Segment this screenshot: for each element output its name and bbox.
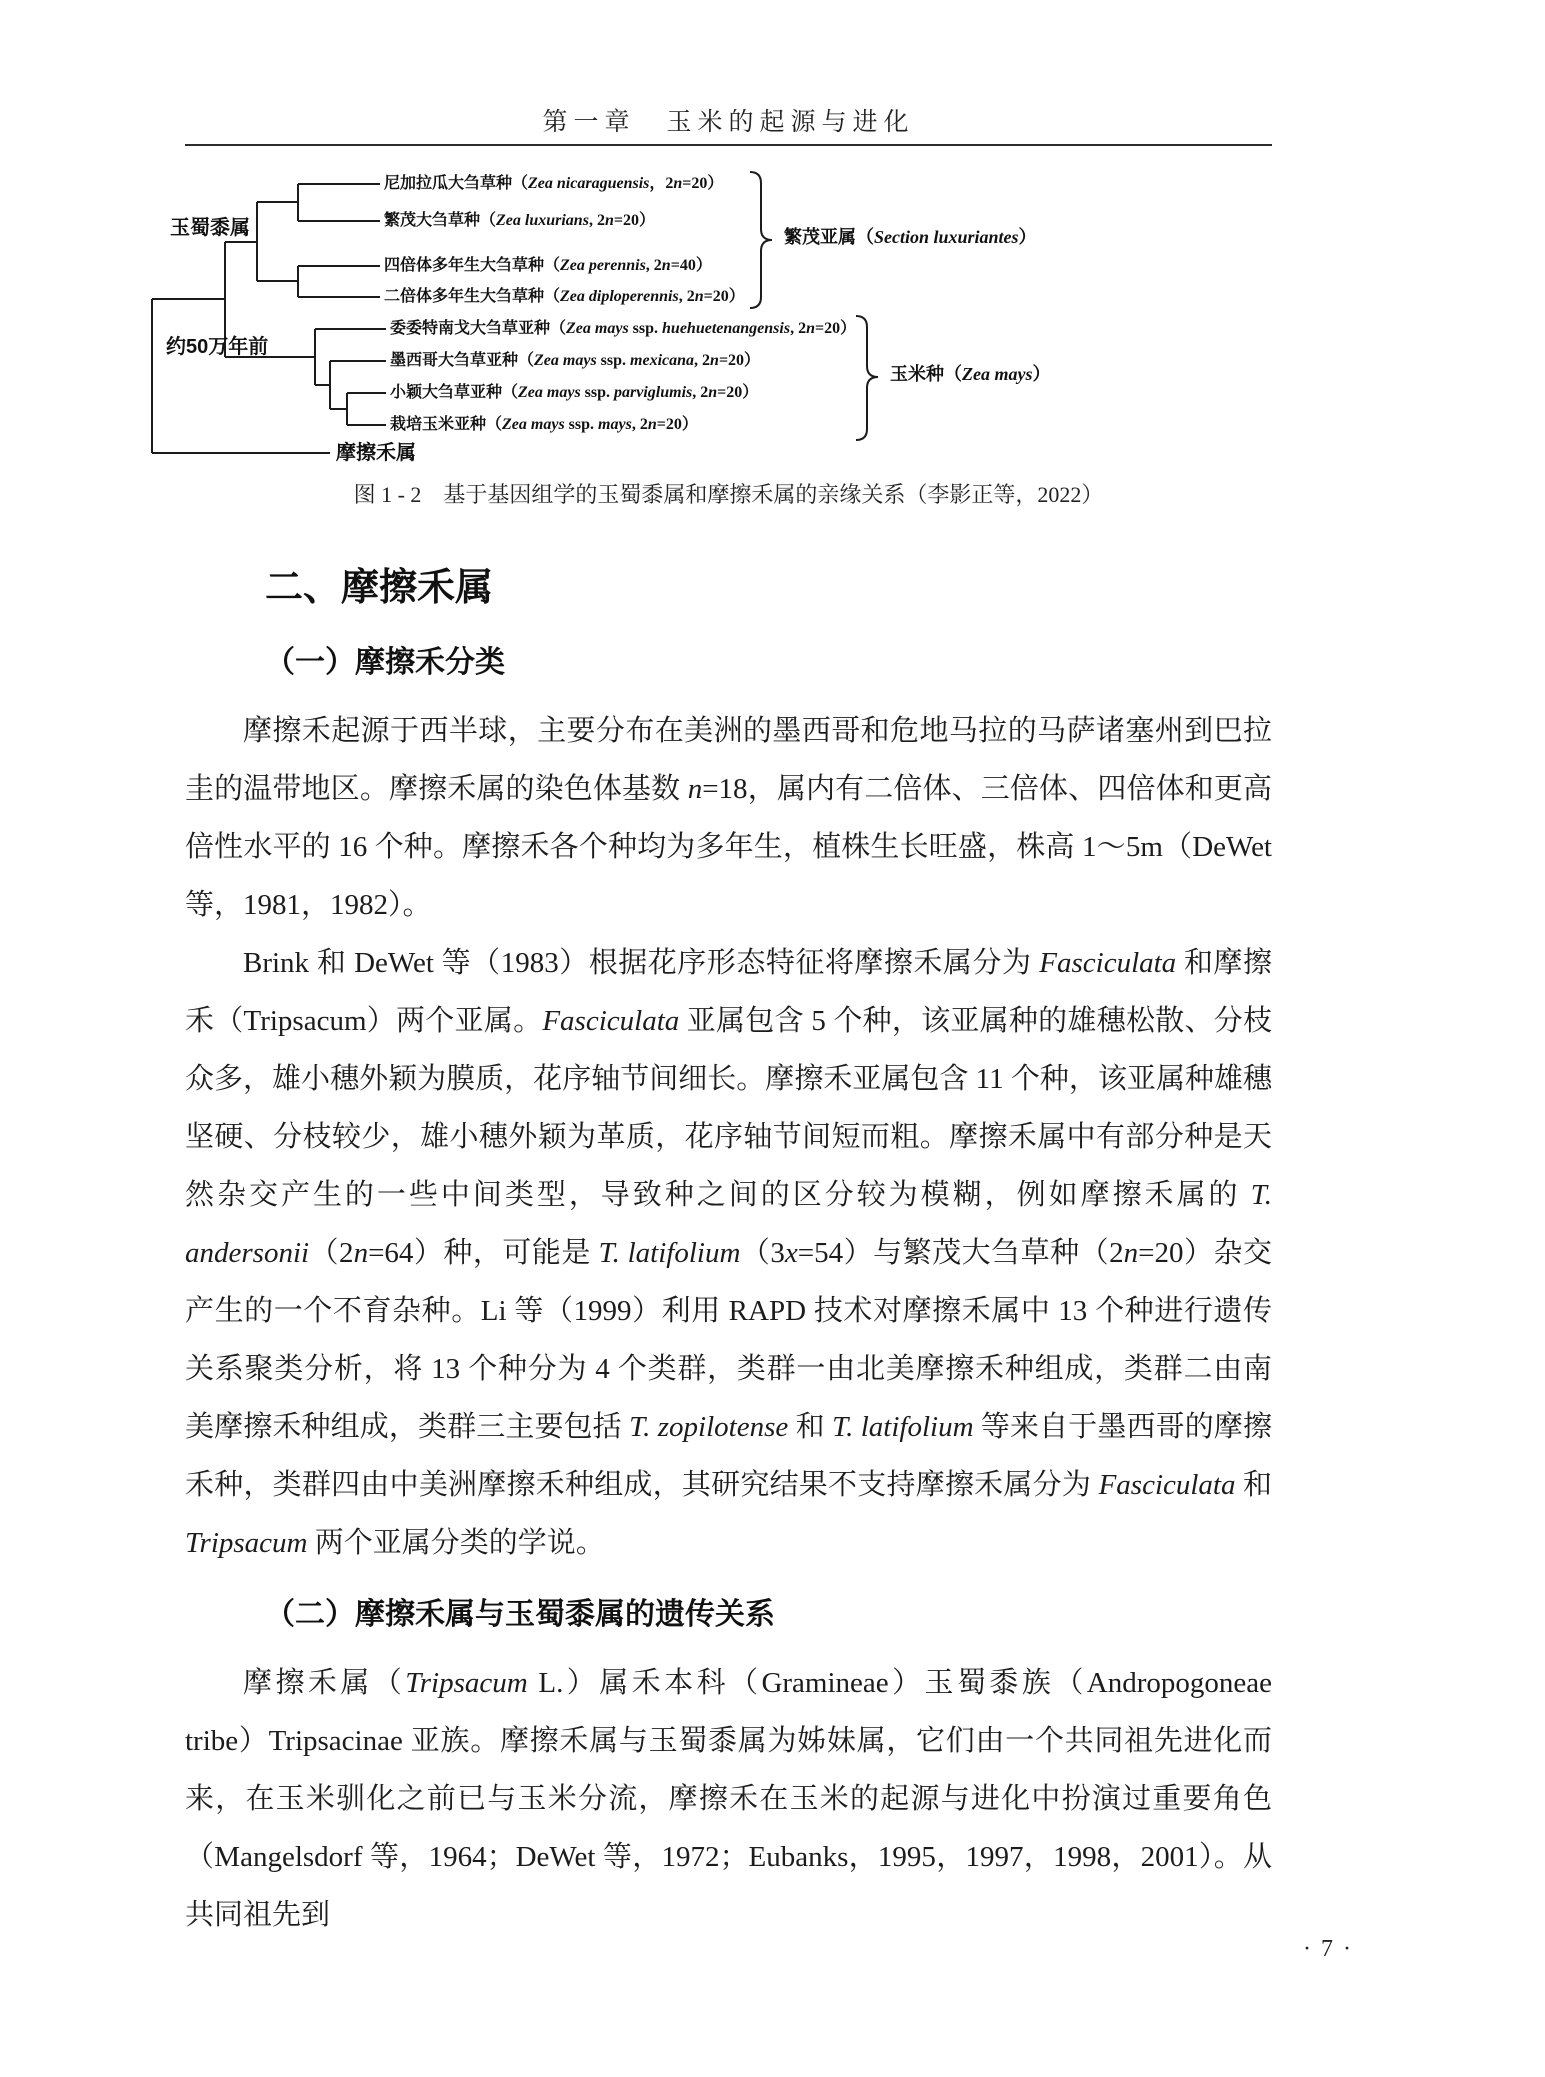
tree-taxon-label: 繁茂大刍草种（Zea luxurians, 2n=20） xyxy=(384,212,655,229)
tree-taxon-label: 二倍体多年生大刍草种（Zea diploperennis, 2n=20） xyxy=(384,288,745,305)
tree-taxon-label: 四倍体多年生大刍草种（Zea perennis, 2n=40） xyxy=(384,257,712,274)
brace-zea-mays xyxy=(856,316,878,440)
paragraph-tripsacum-intro: 摩擦禾起源于西半球，主要分布在美洲的墨西哥和危地马拉的马萨诸塞州到巴拉圭的温带地区。摩擦禾属的染色体基数 n=18，属内有二倍体、三倍体、四倍体和更高倍性水平的 16 个种。摩擦禾各个种均为多年生，植株生长旺盛，株高 1～5m（DeWet 等，1981，1982）。 xyxy=(185,715,1272,921)
species-zea-mays-label: 玉米种（Zea mays） xyxy=(890,364,1051,384)
divergence-time-label: 约50万年前 xyxy=(166,336,269,358)
tree-taxon-label: 尼加拉瓜大刍草种（Zea nicaraguensis，2n=20） xyxy=(384,175,724,192)
brace-luxuriantes xyxy=(750,172,772,308)
subsection-heading-1: （一）摩擦禾分类 xyxy=(265,646,505,679)
genus-tripsacum-label: 摩擦禾属 xyxy=(336,442,416,464)
paragraph-genetic-relation: 摩擦禾属（Tripsacum L.）属禾本科（Gramineae）玉蜀黍族（Andropogoneae tribe）Tripsacinae 亚族。摩擦禾属与玉蜀黍属为姊妹属，它们由一个共同祖先进化而来，在玉米驯化之前已与玉米分流，摩擦禾在玉米的起源与进化中扮演过重要角色（Mangelsdorf 等，1964；DeWet 等，1972；Eubanks，1995，1997，1998，2001）。从共同祖先到 xyxy=(185,1667,1272,1931)
section-luxuriantes-label: 繁茂亚属（Section luxuriantes） xyxy=(784,227,1037,247)
body-text xyxy=(185,552,1272,1944)
tree-lines xyxy=(0,166,1545,468)
header-rule xyxy=(185,144,1272,146)
tree-taxon-label: 墨西哥大刍草亚种（Zea mays ssp. mexicana, 2n=20） xyxy=(390,352,761,369)
page-number: · 7 · xyxy=(1303,1936,1353,1962)
tree-taxon-label: 栽培玉米亚种（Zea mays ssp. mays, 2n=20） xyxy=(390,416,698,433)
phylogenetic-tree-figure xyxy=(0,166,1545,468)
figure-caption: 图 1 - 2 基于基因组学的玉蜀黍属和摩擦禾属的亲缘关系（李影正等，2022） xyxy=(353,482,1104,507)
page-header: 第一章 玉米的起源与进化 xyxy=(542,109,915,136)
genus-zea-label: 玉蜀黍属 xyxy=(170,217,250,239)
tree-taxon-label: 小颖大刍草亚种（Zea mays ssp. parviglumis, 2n=20） xyxy=(390,384,759,401)
paragraph-tripsacum-taxonomy: Brink 和 DeWet 等（1983）根据花序形态特征将摩擦禾属分为 Fasciculata 和摩擦禾（Tripsacum）两个亚属。Fasciculata 亚属包含 5 个种，该亚属种的雄穗松散、分枝众多，雄小穗外颖为膜质，花序轴节间细长。摩擦禾亚属包含 11 个种，该亚属种雄穗坚硬、分枝较少，雄小穗外颖为革质，花序轴节间短而粗。摩擦禾属中有部分种是天然杂交产生的一些中间类型，导致种之间的区分较为模糊，例如摩擦禾属的 T. andersonii（2n=64）种，可能是 T. latifolium（3x=54）与繁茂大刍草种（2n=20）杂交产生的一个不育杂种。Li 等（1999）利用 RAPD 技术对摩擦禾属中 13 个种进行遗传关系聚类分析，将 13 个种分为 4 个类群，类群一由北美摩擦禾种组成，类群二由南美摩擦禾种组成，类群三主要包括 T. zopilotense 和 T. latifolium 等来自于墨西哥的摩擦禾种，类群四由中美洲摩擦禾种组成，其研究结果不支持摩擦禾属分为 Fasciculata 和 Tripsacum 两个亚属分类的学说。 xyxy=(185,947,1272,1559)
tree-taxon-label: 委委特南戈大刍草亚种（Zea mays ssp. huehuetenangensis, 2n=20） xyxy=(390,320,857,337)
subsection-heading-2: （二）摩擦禾属与玉蜀黍属的遗传关系 xyxy=(265,1598,775,1631)
section-heading: 二、摩擦禾属 xyxy=(265,567,494,609)
